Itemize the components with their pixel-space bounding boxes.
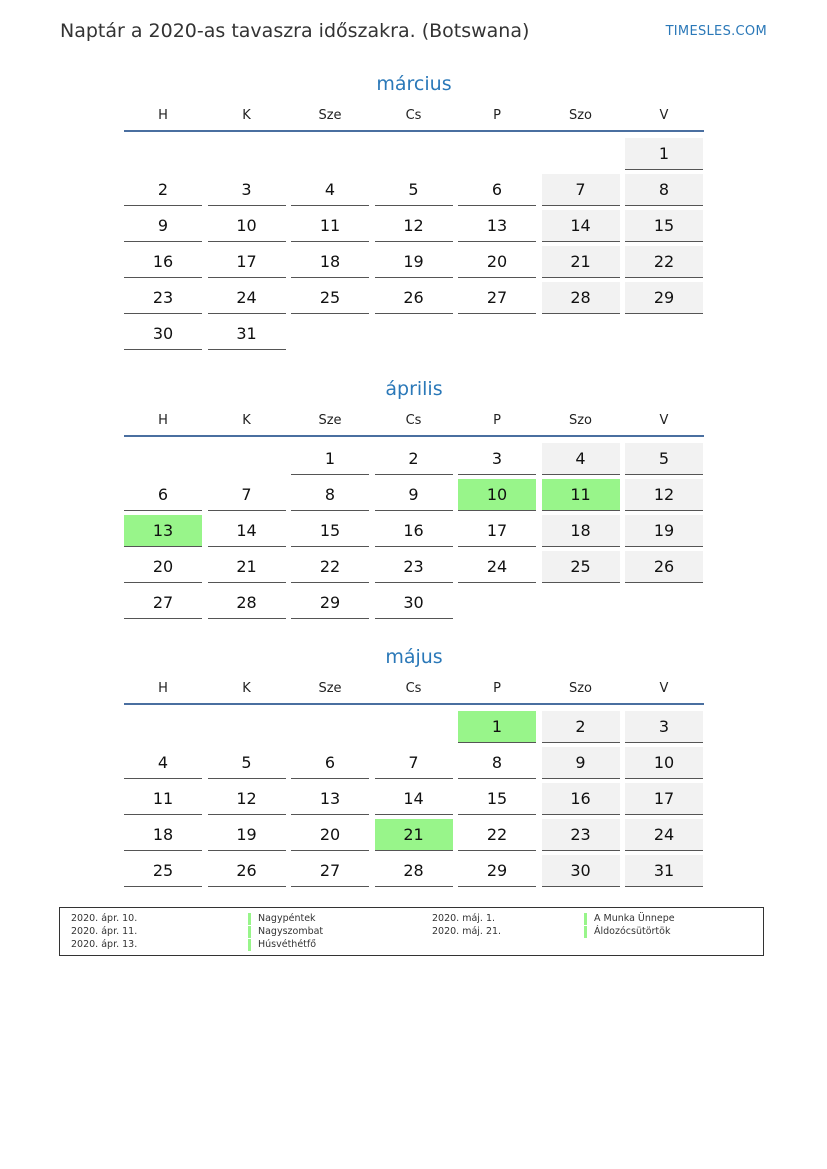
- day-cell: 22: [625, 246, 703, 278]
- month-name: április: [385, 378, 443, 400]
- month-block: [124, 70, 704, 350]
- legend-holiday-name: Húsvéthétfő: [248, 939, 316, 951]
- day-cell: 8: [291, 479, 369, 511]
- day-cell: 3: [208, 174, 286, 206]
- day-cell: 18: [542, 515, 620, 547]
- page-title: Naptár a 2020-as tavaszra időszakra. (Botswana): [60, 20, 530, 42]
- day-cell: 22: [458, 819, 536, 851]
- day-cell: 25: [542, 551, 620, 583]
- day-cell: 24: [458, 551, 536, 583]
- day-cell: 11: [542, 479, 620, 511]
- day-cell: 26: [208, 855, 286, 887]
- day-cell: 29: [291, 587, 369, 619]
- weekday-header: [124, 413, 704, 437]
- day-cell: 6: [124, 479, 202, 511]
- day-cell: 3: [458, 443, 536, 475]
- day-cell: 4: [291, 174, 369, 206]
- month-name: március: [376, 73, 452, 95]
- day-cell: 1: [458, 711, 536, 743]
- day-cell: 12: [375, 210, 453, 242]
- weekday-label: Szo: [568, 108, 593, 123]
- weekday-label: Cs: [405, 108, 422, 123]
- day-cell: 8: [625, 174, 703, 206]
- weekday-label: Sze: [318, 413, 342, 428]
- day-cell: 2: [124, 174, 202, 206]
- day-cell: 27: [291, 855, 369, 887]
- weekday-label: Cs: [405, 413, 422, 428]
- day-cell: 9: [124, 210, 202, 242]
- day-cell: 18: [124, 819, 202, 851]
- day-cell: 16: [375, 515, 453, 547]
- day-cell: 5: [208, 747, 286, 779]
- day-cell: 17: [458, 515, 536, 547]
- day-grid: [124, 711, 704, 887]
- day-cell: 28: [208, 587, 286, 619]
- weekday-label: K: [242, 681, 251, 696]
- day-cell: 2: [542, 711, 620, 743]
- weekday-label: Szo: [568, 681, 593, 696]
- day-cell: 14: [542, 210, 620, 242]
- weekday-label: V: [659, 413, 669, 428]
- day-cell: 19: [375, 246, 453, 278]
- weekday-label: V: [659, 681, 669, 696]
- day-cell: 25: [124, 855, 202, 887]
- legend-date: 2020. ápr. 10.: [71, 913, 138, 924]
- day-cell: 16: [124, 246, 202, 278]
- day-cell: 7: [208, 479, 286, 511]
- day-cell: 6: [291, 747, 369, 779]
- day-cell: 8: [458, 747, 536, 779]
- day-cell: 28: [542, 282, 620, 314]
- weekday-label: H: [158, 108, 168, 123]
- day-cell: 12: [625, 479, 703, 511]
- day-cell: 15: [458, 783, 536, 815]
- weekday-label: K: [242, 413, 251, 428]
- day-cell: 10: [625, 747, 703, 779]
- weekday-label: K: [242, 108, 251, 123]
- legend-date: 2020. máj. 21.: [432, 926, 502, 937]
- day-cell: 29: [458, 855, 536, 887]
- legend-holiday-name: Nagypéntek: [248, 913, 316, 925]
- day-cell: 7: [542, 174, 620, 206]
- weekday-label: Szo: [568, 413, 593, 428]
- day-cell: 1: [291, 443, 369, 475]
- day-cell: 17: [625, 783, 703, 815]
- day-cell: 23: [375, 551, 453, 583]
- day-cell: 3: [625, 711, 703, 743]
- day-cell: 19: [625, 515, 703, 547]
- legend-date: 2020. ápr. 13.: [71, 939, 138, 950]
- day-cell: 26: [375, 282, 453, 314]
- weekday-header: [124, 108, 704, 132]
- day-cell: 30: [124, 318, 202, 350]
- month-block: [124, 643, 704, 887]
- day-cell: 22: [291, 551, 369, 583]
- day-cell: 24: [208, 282, 286, 314]
- day-grid: [124, 443, 704, 619]
- day-cell: 18: [291, 246, 369, 278]
- day-cell: 25: [291, 282, 369, 314]
- day-cell: 14: [375, 783, 453, 815]
- holiday-legend: [59, 907, 764, 956]
- day-cell: 31: [208, 318, 286, 350]
- weekday-label: P: [493, 108, 501, 123]
- day-cell: 1: [625, 138, 703, 170]
- day-cell: 13: [458, 210, 536, 242]
- legend-date: 2020. ápr. 11.: [71, 926, 138, 937]
- day-cell: 23: [124, 282, 202, 314]
- day-cell: 20: [458, 246, 536, 278]
- legend-holiday-name: A Munka Ünnepe: [584, 913, 675, 925]
- weekday-label: H: [158, 681, 168, 696]
- day-cell: 26: [625, 551, 703, 583]
- month-block: [124, 375, 704, 619]
- month-name: május: [385, 646, 443, 668]
- legend-holiday-name: Nagyszombat: [248, 926, 323, 938]
- day-cell: 4: [542, 443, 620, 475]
- legend-holiday-name: Áldozócsütörtök: [584, 926, 670, 938]
- day-cell: 15: [625, 210, 703, 242]
- weekday-label: P: [493, 681, 501, 696]
- day-cell: 10: [458, 479, 536, 511]
- day-cell: 31: [625, 855, 703, 887]
- day-cell: 30: [542, 855, 620, 887]
- legend-date: 2020. máj. 1.: [432, 913, 496, 924]
- weekday-label: H: [158, 413, 168, 428]
- day-cell: 20: [291, 819, 369, 851]
- day-cell: 15: [291, 515, 369, 547]
- day-cell: 28: [375, 855, 453, 887]
- weekday-label: Cs: [405, 681, 422, 696]
- day-cell: 12: [208, 783, 286, 815]
- day-cell: 21: [542, 246, 620, 278]
- weekday-label: Sze: [318, 681, 342, 696]
- day-cell: 19: [208, 819, 286, 851]
- day-cell: 20: [124, 551, 202, 583]
- day-cell: 14: [208, 515, 286, 547]
- day-cell: 27: [124, 587, 202, 619]
- day-cell: 5: [375, 174, 453, 206]
- day-cell: 23: [542, 819, 620, 851]
- day-cell: 7: [375, 747, 453, 779]
- day-cell: 24: [625, 819, 703, 851]
- day-cell: 10: [208, 210, 286, 242]
- weekday-label: Sze: [318, 108, 342, 123]
- day-cell: 9: [375, 479, 453, 511]
- day-cell: 13: [291, 783, 369, 815]
- site-link[interactable]: TIMESLES.COM: [665, 24, 767, 39]
- day-cell: 2: [375, 443, 453, 475]
- day-grid: [124, 138, 704, 350]
- day-cell: 27: [458, 282, 536, 314]
- day-cell: 9: [542, 747, 620, 779]
- weekday-header: [124, 681, 704, 705]
- day-cell: 11: [291, 210, 369, 242]
- day-cell: 11: [124, 783, 202, 815]
- day-cell: 29: [625, 282, 703, 314]
- day-cell: 30: [375, 587, 453, 619]
- day-cell: 4: [124, 747, 202, 779]
- day-cell: 13: [124, 515, 202, 547]
- weekday-label: V: [659, 108, 669, 123]
- weekday-label: P: [493, 413, 501, 428]
- day-cell: 17: [208, 246, 286, 278]
- day-cell: 21: [375, 819, 453, 851]
- day-cell: 16: [542, 783, 620, 815]
- day-cell: 6: [458, 174, 536, 206]
- day-cell: 5: [625, 443, 703, 475]
- day-cell: 21: [208, 551, 286, 583]
